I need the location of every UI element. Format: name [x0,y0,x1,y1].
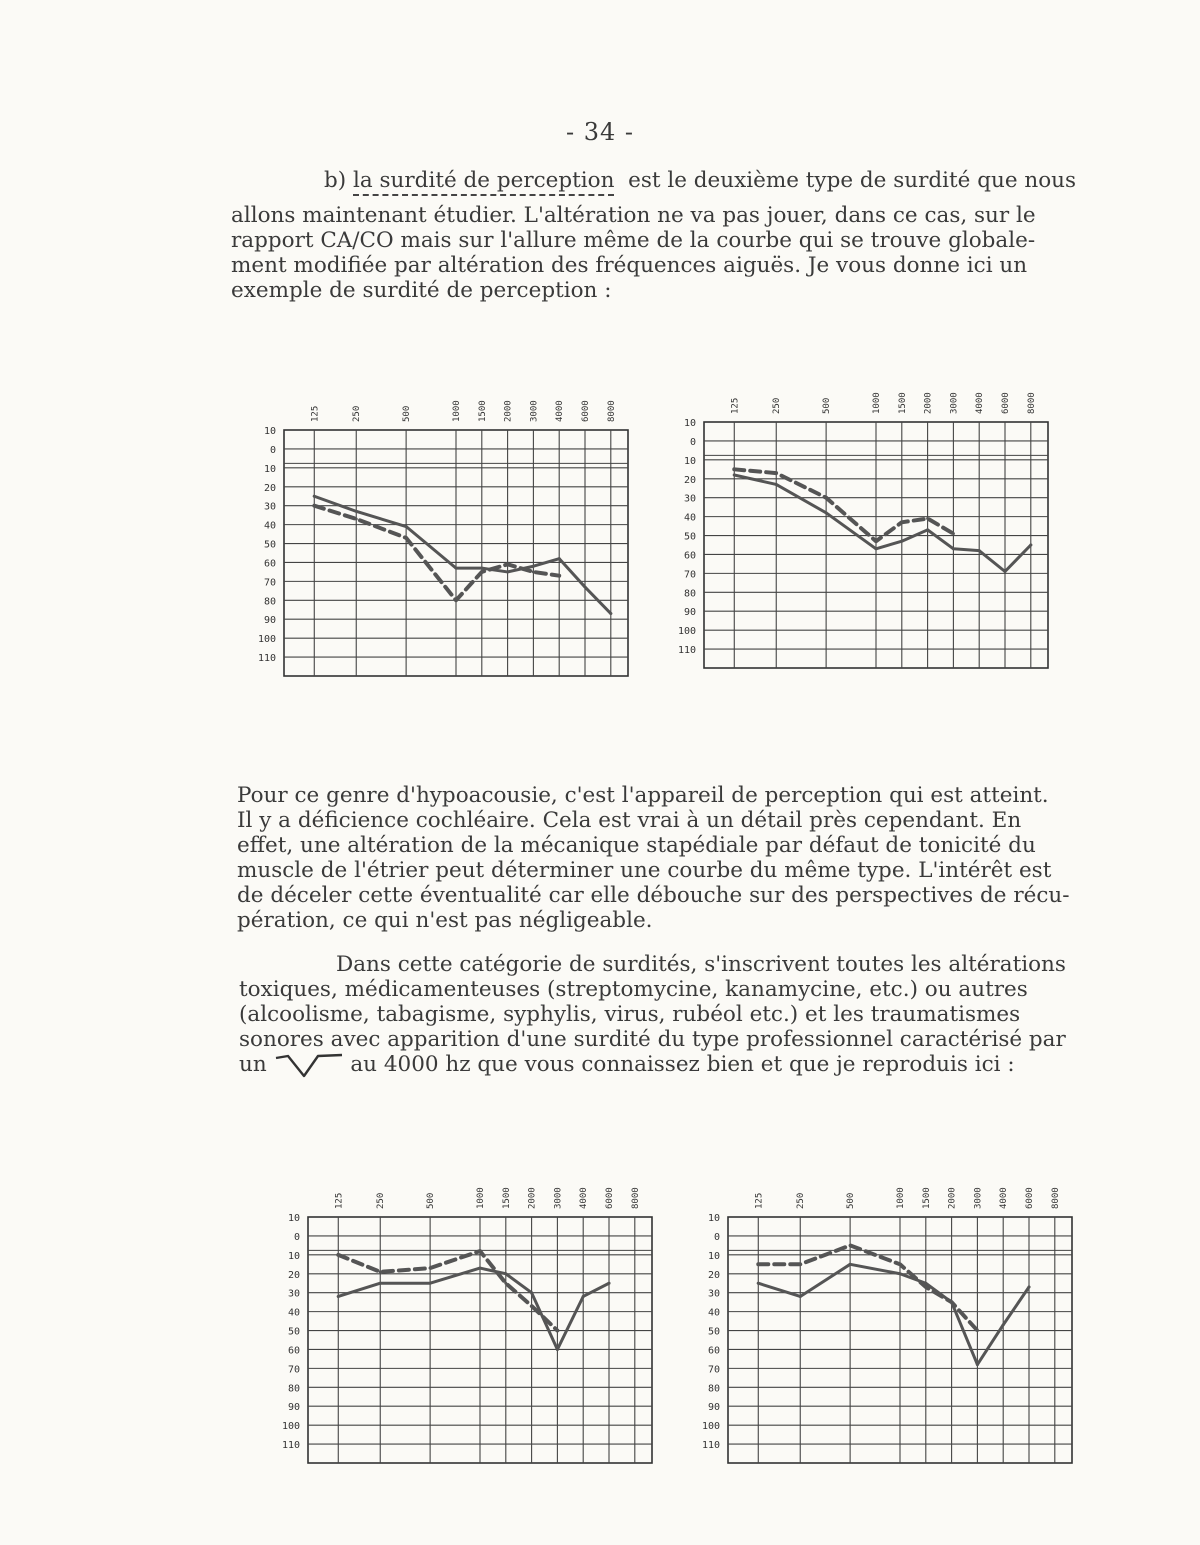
audiogram-3 [272,1177,662,1472]
dashed-series-line [338,1251,557,1330]
y-tick-label: 60 [683,550,696,562]
x-tick-label: 1000 [896,1187,906,1209]
x-tick-label: 1500 [501,1187,512,1209]
x-tick-label: 4000 [555,400,566,422]
y-tick-label: 10 [287,1250,300,1262]
data-point [337,1253,340,1256]
x-tick-label: 250 [376,1192,387,1209]
data-point [337,1295,340,1298]
data-point [355,517,358,520]
text-line: effet, une altération de la mécanique stapédiale par défaut de tonicité du [237,833,1036,858]
y-tick-label: 10 [683,455,696,467]
y-tick-label: 50 [263,539,276,551]
x-tick-label: 4000 [975,392,986,414]
y-tick-label: 0 [689,436,696,448]
x-tick-label: 8000 [606,400,617,422]
data-point [924,1286,927,1289]
data-point [429,1267,432,1270]
text-line: ment modifiée par altération des fréquences aiguës. Je vous donne ici un [231,253,1028,278]
x-tick-label: 2000 [923,392,934,414]
data-point [825,511,828,514]
data-point [313,504,316,507]
y-tick-label: 20 [287,1269,300,1281]
x-tick-label: 250 [796,1192,807,1209]
data-point [733,473,736,476]
y-tick-label: 10 [683,418,696,429]
data-point [875,540,878,543]
text-line-last [239,1052,1066,1078]
y-tick-label: 50 [683,531,696,543]
text-after-v: au 4000 hz que vous connaissez bien et que je reproduis ici : [343,1052,1015,1077]
y-tick-label: 80 [263,596,276,608]
x-tick-label: 2000 [503,400,514,422]
data-point [899,1263,902,1266]
text-line: sonores avec apparition d'une surdité du type professionnel caractérisé par [239,1027,1066,1052]
x-tick-label: 1000 [476,1187,486,1209]
x-tick-label: 1500 [897,392,908,414]
x-tick-label: 500 [822,397,833,414]
text-line: Il y a déficience cochléaire. Cela est vrai à un détail près cependant. En [237,808,1022,833]
text-line: (alcoolisme, tabagisme, syphylis, virus, rubéol etc.) et les traumatismes [239,1002,1021,1027]
intro-term: la surdité de perception [353,168,614,196]
data-point [1004,570,1007,573]
text-line: exemple de surdité de perception : [231,278,612,303]
data-point [479,1250,482,1253]
y-tick-label: 80 [287,1383,300,1395]
data-point [609,612,612,615]
data-point [530,1291,533,1294]
x-tick-label: 1000 [872,392,882,414]
data-point [506,570,509,573]
y-tick-label: 90 [263,615,276,627]
data-point [976,1363,979,1366]
data-point [558,557,561,560]
text-line: Pour ce genre d'hypoacousie, c'est l'appareil de perception qui est atteint. [237,783,1049,808]
data-point [504,1272,507,1275]
data-point [1029,544,1032,547]
solid-series-line [734,475,1031,572]
data-point [556,1348,559,1351]
data-point [530,1304,533,1307]
audiogram-2 [668,382,1058,677]
y-tick-label: 100 [701,1421,720,1433]
data-point [976,1329,979,1332]
y-tick-label: 30 [683,493,696,505]
x-tick-label: 2000 [527,1187,538,1209]
data-point [355,510,358,513]
y-tick-label: 110 [677,645,696,657]
data-point [455,567,458,570]
x-tick-label: 125 [334,1192,345,1209]
x-tick-label: 2000 [947,1187,958,1209]
data-point [532,570,535,573]
data-point [455,599,458,602]
audiogram-1 [248,390,638,685]
x-tick-label: 4000 [579,1187,590,1209]
intro-line [324,168,1076,193]
data-point [849,1263,852,1266]
y-tick-label: 100 [677,626,696,638]
y-tick-label: 10 [287,1213,300,1224]
dashed-series-line [758,1245,977,1330]
y-tick-label: 100 [281,1421,300,1433]
v-notch-icon [274,1052,344,1078]
data-point [429,1282,432,1285]
data-point [608,1282,611,1285]
data-point [875,547,878,550]
x-tick-label: 500 [846,1192,857,1209]
x-tick-label: 125 [310,405,321,422]
y-tick-label: 20 [683,474,696,486]
x-tick-label: 3000 [949,392,960,414]
data-point [978,549,981,552]
data-point [584,586,587,589]
y-tick-label: 50 [287,1326,300,1338]
y-tick-label: 90 [287,1402,300,1414]
y-tick-label: 110 [701,1440,720,1452]
data-point [900,521,903,524]
x-tick-label: 8000 [1026,392,1037,414]
audiogram-4 [692,1177,1082,1472]
y-tick-label: 80 [707,1383,720,1395]
data-point [775,483,778,486]
y-tick-label: 30 [707,1288,720,1300]
x-tick-label: 250 [352,405,363,422]
paragraph-2 [237,783,1069,933]
text-line: Dans cette catégorie de surdités, s'inscrivent toutes les altérations [336,952,1066,977]
paragraph-1 [231,203,1036,303]
x-tick-label: 6000 [605,1187,615,1209]
solid-series-line [338,1268,609,1349]
y-tick-label: 40 [707,1307,720,1319]
data-point [504,1282,507,1285]
y-tick-label: 10 [263,463,276,475]
data-point [405,536,408,539]
x-tick-label: 1000 [452,400,462,422]
x-tick-label: 6000 [1025,1187,1035,1209]
data-point [532,565,535,568]
y-tick-label: 50 [707,1326,720,1338]
dashed-series-line [734,469,953,541]
y-tick-label: 80 [683,588,696,600]
y-tick-label: 70 [683,569,696,581]
data-point [799,1295,802,1298]
x-tick-label: 6000 [581,400,591,422]
y-tick-label: 60 [263,558,276,570]
text-before-v: un [239,1052,274,1077]
data-point [825,496,828,499]
y-tick-label: 10 [707,1213,720,1224]
x-tick-label: 8000 [1050,1187,1061,1209]
y-tick-label: 60 [707,1345,720,1357]
x-tick-label: 6000 [1001,392,1011,414]
data-point [506,563,509,566]
y-tick-label: 90 [683,607,696,619]
x-tick-label: 125 [730,397,741,414]
y-tick-label: 0 [293,1231,300,1243]
data-point [379,1282,382,1285]
y-tick-label: 60 [287,1345,300,1357]
text-line: toxiques, médicamenteuses (streptomycine, kanamycine, etc.) ou autres [239,977,1028,1002]
data-point [313,495,316,498]
data-point [582,1295,585,1298]
y-tick-label: 70 [707,1364,720,1376]
data-point [952,547,955,550]
y-tick-label: 10 [263,426,276,437]
data-point [757,1282,760,1285]
y-tick-label: 40 [683,512,696,524]
data-point [1028,1286,1031,1289]
data-point [849,1244,852,1247]
y-tick-label: 70 [263,577,276,589]
y-tick-label: 40 [263,520,276,532]
intro-prefix: b) [324,168,353,193]
text-line: muscle de l'étrier peut déterminer une courbe du même type. L'intérêt est [237,858,1052,883]
intro-suffix: est le deuxième type de surdité que nous [614,168,1077,193]
y-tick-label: 110 [257,653,276,665]
text-line: pération, ce qui n'est pas négligeable. [237,908,653,933]
data-point [757,1263,760,1266]
y-tick-label: 40 [287,1307,300,1319]
x-tick-label: 3000 [529,400,540,422]
data-point [556,1329,559,1332]
text-line: de déceler cette éventualité car elle débouche sur des perspectives de récu- [237,883,1070,908]
data-point [1002,1323,1005,1326]
y-tick-label: 20 [707,1269,720,1281]
y-tick-label: 0 [713,1231,720,1243]
x-tick-label: 3000 [973,1187,984,1209]
y-tick-label: 30 [287,1288,300,1300]
data-point [379,1270,382,1273]
y-tick-label: 70 [287,1364,300,1376]
data-point [799,1263,802,1266]
data-point [950,1301,953,1304]
text-line: rapport CA/CO mais sur l'allure même de la courbe qui se trouve globale- [231,228,1036,253]
data-point [899,1272,902,1275]
x-tick-label: 8000 [630,1187,641,1209]
y-tick-label: 0 [269,444,276,456]
data-point [405,525,408,528]
y-tick-label: 100 [257,634,276,646]
y-tick-label: 90 [707,1402,720,1414]
data-point [900,540,903,543]
y-tick-label: 10 [707,1250,720,1262]
x-tick-label: 125 [754,1192,765,1209]
x-tick-label: 500 [402,405,413,422]
data-point [926,517,929,520]
data-point [952,532,955,535]
y-tick-label: 30 [263,501,276,513]
x-tick-label: 1500 [921,1187,932,1209]
data-point [558,574,561,577]
data-point [775,472,778,475]
y-tick-label: 110 [281,1440,300,1452]
data-point [926,528,929,531]
data-point [480,570,483,573]
text-line: allons maintenant étudier. L'altération ne va pas jouer, dans ce cas, sur le [231,203,1036,228]
x-tick-label: 3000 [553,1187,564,1209]
page-number: - 34 - [565,118,634,146]
data-point [479,1267,482,1270]
paragraph-3 [239,952,1066,1078]
x-tick-label: 1500 [477,400,488,422]
x-tick-label: 250 [772,397,783,414]
y-tick-label: 20 [263,482,276,494]
x-tick-label: 500 [426,1192,437,1209]
data-point [733,468,736,471]
data-point [480,567,483,570]
x-tick-label: 4000 [999,1187,1010,1209]
